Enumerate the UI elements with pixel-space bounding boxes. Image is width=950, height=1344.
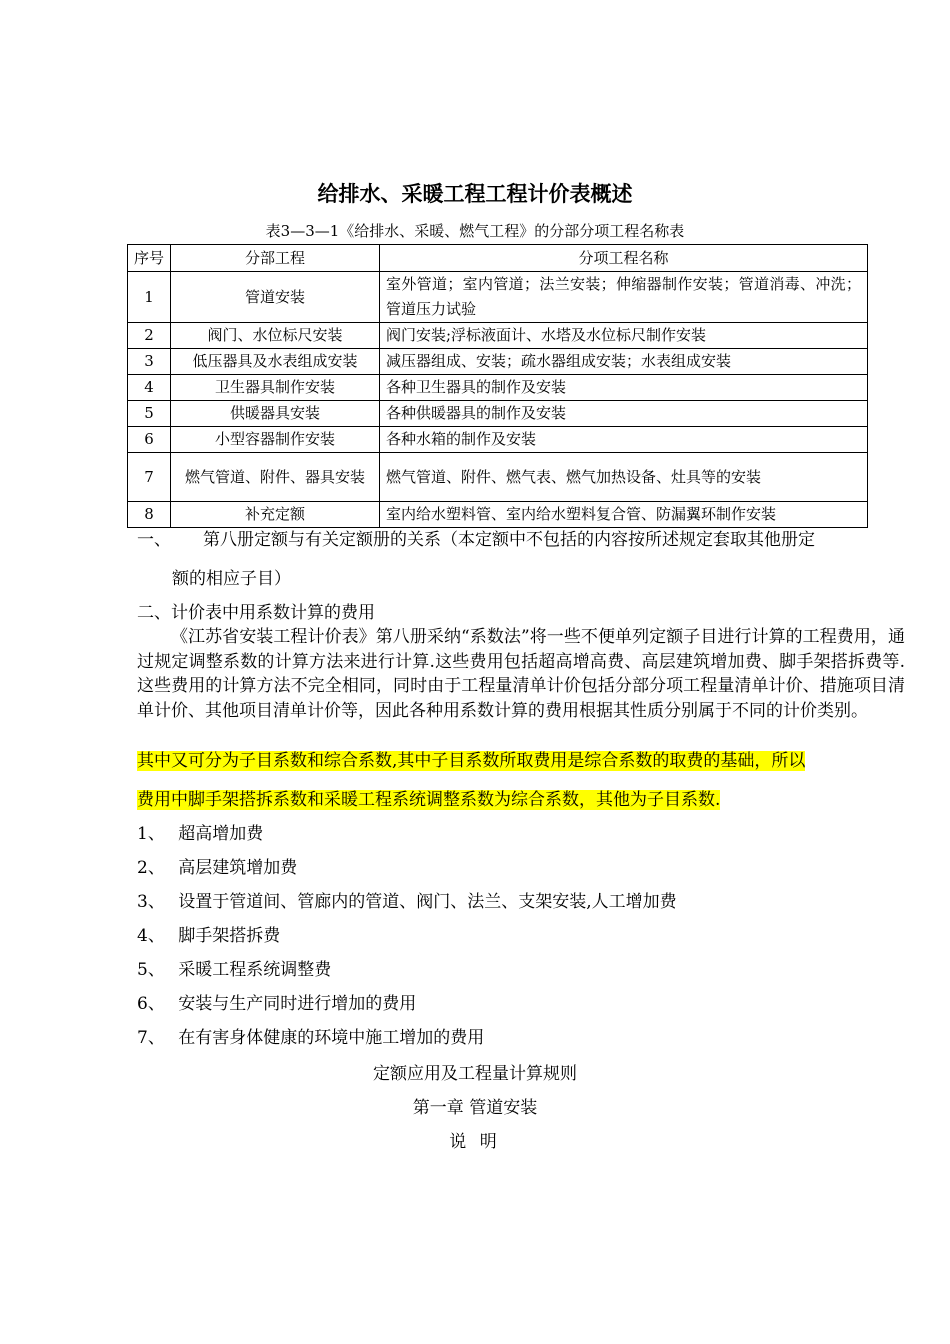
cell-no: 7	[128, 453, 171, 502]
explanation-heading: 说 明	[449, 1132, 501, 1152]
highlight-text: 其中又可分为子目系数和综合系数,其中子目系数所取费用是综合系数的取费的基础，所以	[137, 751, 806, 771]
list-item	[137, 924, 280, 948]
list-text: 超高增加费	[178, 824, 264, 844]
cell-items: 室外管道；室内管道；法兰安装；伸缩器制作安装；管道消毒、冲洗；管道压力试验	[380, 272, 868, 323]
page-title: 给排水、采暖工程工程计价表概述	[317, 182, 633, 206]
cell-items: 燃气管道、附件、燃气表、燃气加热设备、灶具等的安装	[380, 453, 868, 502]
cell-items: 阀门安装;浮标液面计、水塔及水位标尺制作安装	[380, 323, 868, 349]
cell-items: 各种卫生器具的制作及安装	[380, 375, 868, 401]
cell-no: 6	[128, 427, 171, 453]
cell-items: 减压器组成、安装；疏水器组成安装；水表组成安装	[380, 349, 868, 375]
list-text: 在有害身体健康的环境中施工增加的费用	[178, 1028, 485, 1048]
list-text: 采暖工程系统调整费	[178, 960, 332, 980]
section2-heading: 二、计价表中用系数计算的费用	[137, 603, 375, 623]
list-item	[137, 1026, 484, 1050]
header-part: 分部工程	[171, 245, 380, 272]
table-header-row	[128, 245, 868, 272]
list-item	[137, 856, 297, 880]
highlight-line1	[137, 749, 805, 773]
subtitle-rules: 定额应用及工程量计算规则	[373, 1064, 577, 1084]
cell-items: 各种水箱的制作及安装	[380, 427, 868, 453]
list-text: 设置于管道间、管廊内的管道、阀门、法兰、支架安装,人工增加费	[178, 892, 677, 912]
cell-no: 8	[128, 502, 171, 528]
cell-part: 供暖器具安装	[171, 401, 380, 427]
chapter-heading: 第一章 管道安装	[412, 1098, 538, 1118]
highlight-text: 费用中脚手架搭拆系数和采暖工程系统调整系数为综合系数，其他为子目系数.	[137, 790, 721, 810]
list-item	[137, 822, 263, 846]
highlight-line2	[137, 788, 720, 812]
list-item	[137, 992, 416, 1016]
list-number: 5、	[137, 960, 165, 980]
list-number: 1、	[137, 824, 165, 844]
table-row	[128, 427, 868, 453]
header-no: 序号	[128, 245, 171, 272]
table-row	[128, 272, 868, 323]
header-items: 分项工程名称	[380, 245, 868, 272]
table-caption: 表3—3—1《给排水、采暖、燃气工程》的分部分项工程名称表	[265, 222, 685, 240]
cell-part: 低压器具及水表组成安装	[171, 349, 380, 375]
table-row	[128, 323, 868, 349]
cell-items: 室内给水塑料管、室内给水塑料复合管、防漏翼环制作安装	[380, 502, 868, 528]
cell-no: 4	[128, 375, 171, 401]
section1-marker: 一、	[137, 530, 171, 550]
list-text: 脚手架搭拆费	[178, 926, 281, 946]
section1-line2: 额的相应子目）	[172, 569, 291, 589]
list-number: 3、	[137, 892, 165, 912]
cell-no: 5	[128, 401, 171, 427]
list-number: 7、	[137, 1028, 165, 1048]
list-number: 6、	[137, 994, 165, 1014]
table-row	[128, 401, 868, 427]
table-row	[128, 502, 868, 528]
table-row	[128, 375, 868, 401]
cell-no: 2	[128, 323, 171, 349]
list-item	[137, 958, 331, 982]
cell-part: 阀门、水位标尺安装	[171, 323, 380, 349]
cell-part: 补充定额	[171, 502, 380, 528]
list-text: 安装与生产同时进行增加的费用	[178, 994, 417, 1014]
list-text: 高层建筑增加费	[178, 858, 298, 878]
cell-no: 3	[128, 349, 171, 375]
list-number: 4、	[137, 926, 165, 946]
cell-part: 小型容器制作安装	[171, 427, 380, 453]
list-number: 2、	[137, 858, 165, 878]
section2-paragraph: 《江苏省安装工程计价表》第八册采纳“系数法”将一些不便单列定额子目进行计算的工程费用，通过规定调整系数的计算方法来进行计算.这些费用包括超高增高费、高层建筑增加费、脚手架搭拆费等.这些费用的计算方法不完全相同，同时由于工程量清单计价包括分部分项工程量清单计价、措施项目清单计价、其他项目清单计价等，因此各种用系数计算的费用根据其性质分别属于不同的计价类别。	[137, 627, 905, 721]
list-item	[137, 890, 677, 914]
table-row	[128, 349, 868, 375]
cell-items: 各种供暖器具的制作及安装	[380, 401, 868, 427]
project-table	[127, 244, 868, 528]
cell-part: 管道安装	[171, 272, 380, 323]
cell-part: 卫生器具制作安装	[171, 375, 380, 401]
table-row	[128, 453, 868, 502]
section1-line1: 第八册定额与有关定额册的关系（本定额中不包括的内容按所述规定套取其他册定	[203, 530, 815, 550]
cell-part: 燃气管道、附件、器具安装	[171, 453, 380, 502]
cell-no: 1	[128, 272, 171, 323]
